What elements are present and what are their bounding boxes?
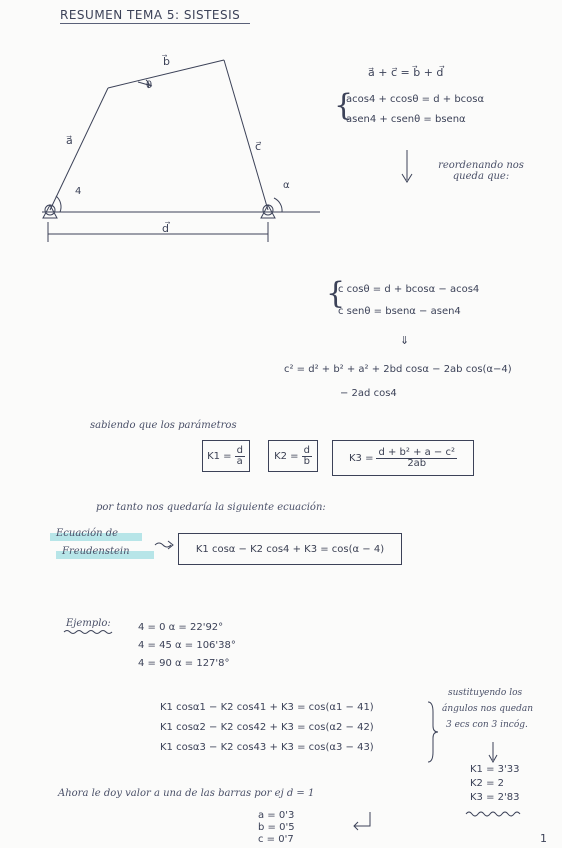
value-a: a = 0'3 — [258, 810, 295, 821]
k1-num: d — [236, 444, 243, 456]
label-b: b⃗ — [163, 55, 170, 68]
vector-equation: a⃗ + c⃗ = b⃗ + d⃗ — [368, 66, 444, 79]
reorder-note: reordenando nos queda que: — [438, 160, 524, 182]
label-c: c⃗ — [255, 140, 262, 153]
k-result-2: K2 = 2 — [470, 778, 505, 789]
freudenstein-equation: K1 cosα − K2 cos4 + K3 = cos(α − 4) — [195, 543, 385, 555]
k2-num: d — [303, 444, 310, 456]
system2-brace: { — [326, 276, 346, 311]
value-b: b = 0'5 — [258, 822, 295, 833]
subst-note-2: ángulos nos quedan — [442, 704, 533, 714]
label-a: a⃗ — [66, 134, 73, 147]
k3-label: K3 = — [348, 452, 374, 464]
system3-line3: K1 cosα3 − K2 cos43 + K3 = cos(α3 − 43) — [160, 742, 374, 753]
example-label: Ejemplo: — [66, 618, 111, 629]
k2-den: b — [303, 455, 310, 467]
k3-box — [332, 440, 474, 476]
params-text: sabiendo que los parámetros — [90, 420, 237, 431]
freudenstein-label-2: Freudenstein — [62, 546, 130, 557]
bar-c — [224, 60, 268, 210]
example-1: 4 = 0 α = 22'92° — [138, 622, 224, 633]
page-number: 1 — [540, 832, 547, 845]
c2-line2: − 2ad cos4 — [340, 388, 397, 399]
k2-label: K2 = — [274, 450, 299, 462]
freudenstein-equation-box — [178, 533, 402, 565]
angle-theta: θ — [146, 80, 153, 91]
k1-box — [202, 440, 250, 472]
k3-den: 2ab — [407, 457, 427, 469]
system1-brace: { — [334, 88, 354, 123]
c2-line1: c² = d² + b² + a² + 2bd cosα − 2ab cos(α−4) — [284, 364, 512, 375]
subst-note-1: sustituyendo los — [448, 688, 523, 698]
angle-phi: 4 — [75, 186, 82, 197]
implies-arrow: ⇓ — [400, 334, 410, 347]
label-d: d⃗ — [162, 222, 169, 235]
example-3: 4 = 90 α = 127'8° — [138, 658, 230, 669]
freudenstein-label-1: Ecuación de — [56, 528, 119, 539]
angle-alpha: α — [283, 180, 290, 191]
system1-line2: asen4 + csenθ = bsenα — [346, 114, 466, 125]
bottom-text: Ahora le doy valor a una de las barras por ej d = 1 — [58, 788, 315, 799]
system3-line2: K1 cosα2 − K2 cos42 + K3 = cos(α2 − 42) — [160, 722, 374, 733]
system3-line1: K1 cosα1 − K2 cos41 + K3 = cos(α1 − 41) — [160, 702, 374, 713]
k-result-3: K3 = 2'83 — [470, 792, 520, 803]
k1-label: K1 = — [207, 450, 232, 462]
page-title: RESUMEN TEMA 5: SISTESIS — [60, 8, 241, 22]
value-c: c = 0'7 — [258, 834, 294, 845]
system1-line1: acos4 + ccosθ = d + bcosα — [346, 94, 485, 105]
k2-box — [268, 440, 318, 472]
system2-line1: c cosθ = d + bcosα − acos4 — [338, 284, 480, 295]
example-2: 4 = 45 α = 106'38° — [138, 640, 236, 651]
k1-den: a — [236, 455, 243, 467]
equation-intro: por tanto nos quedaría la siguiente ecuación: — [96, 502, 326, 513]
system2-line2: c senθ = bsenα − asen4 — [338, 306, 461, 317]
k3-num: d + b² + a − c² — [378, 446, 456, 458]
k-result-1: K1 = 3'33 — [470, 764, 520, 775]
subst-note-3: 3 ecs con 3 incóg. — [446, 720, 528, 730]
